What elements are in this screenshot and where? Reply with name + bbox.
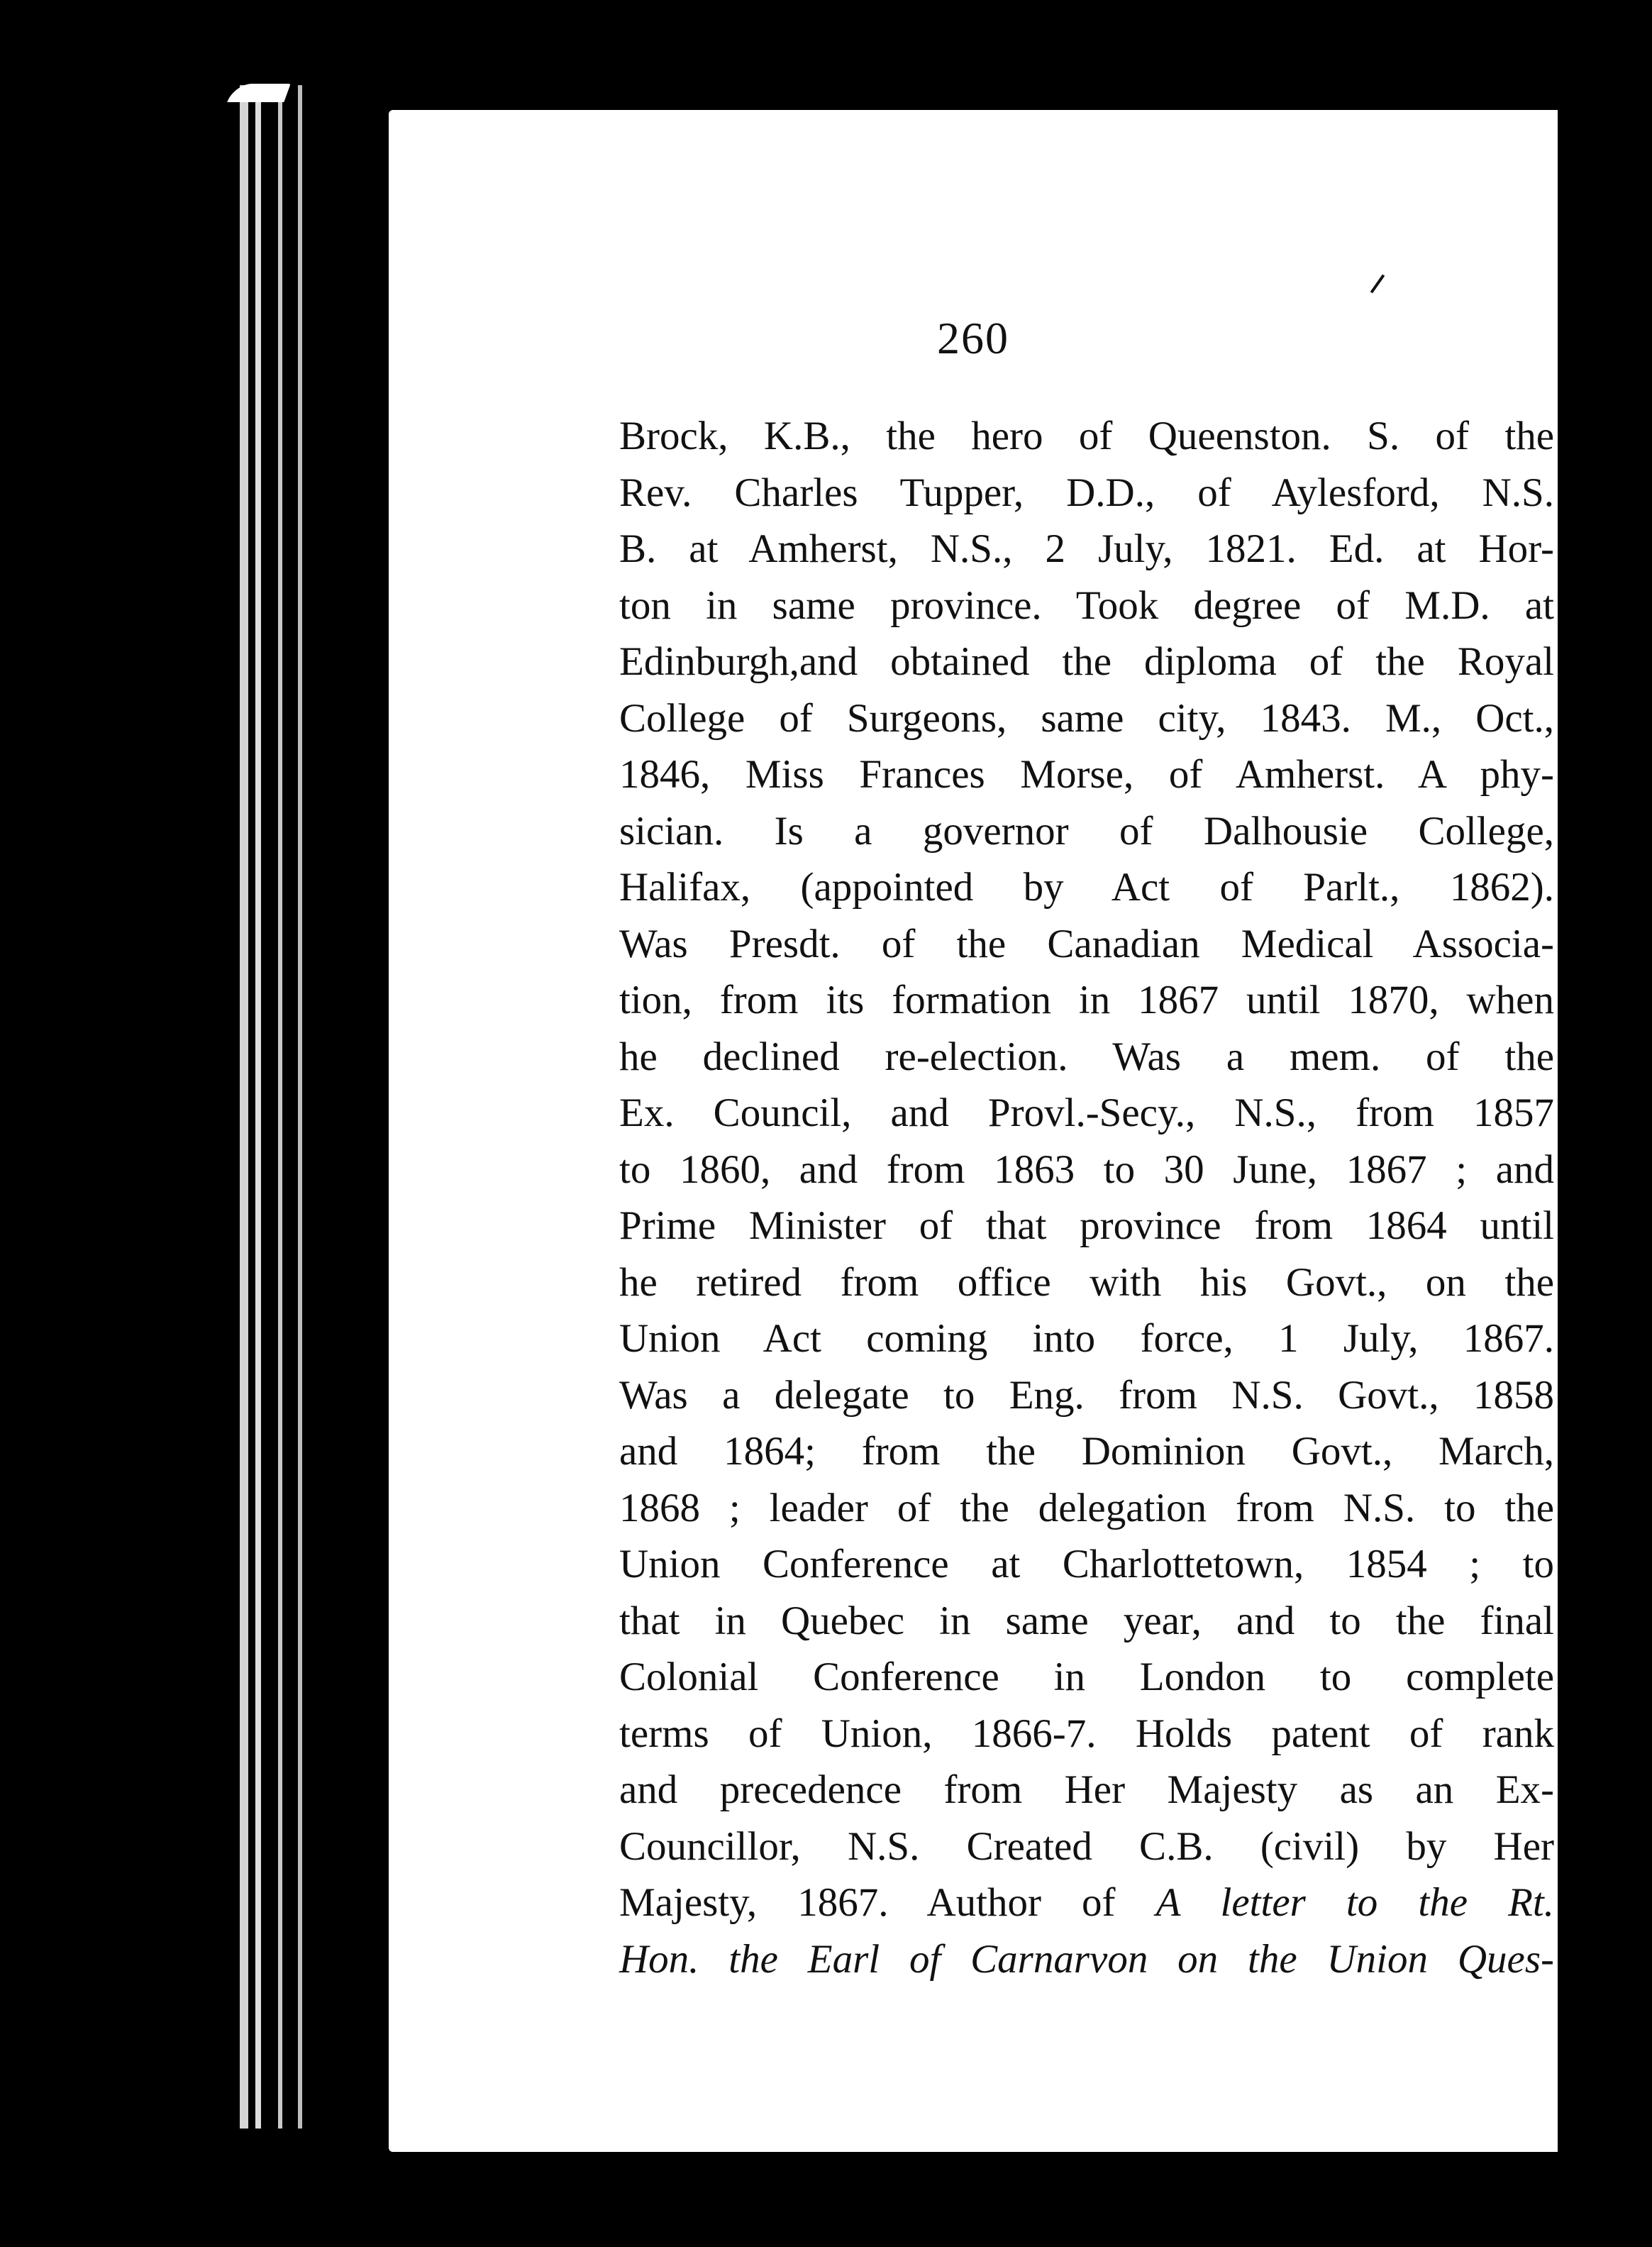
text-line-italic [619, 1931, 1554, 1988]
text-line: tion, from its formation in 1867 until 1870, when [619, 978, 1554, 1022]
text-line: 1846, Miss Frances Morse, of Amherst. A phy- [619, 752, 1554, 797]
text-segment: Majesty, 1867. Author of [619, 1880, 1116, 1925]
book-page [389, 110, 1558, 2152]
text-line: Was a delegate to Eng. from N.S. Govt., 1858 [619, 1372, 1554, 1418]
book-spine [234, 85, 312, 2129]
text-line: College of Surgeons, same city, 1843. M., Oct., [619, 695, 1554, 741]
text-line-with-italic [619, 1875, 1554, 1931]
dust-speck [403, 2083, 411, 2092]
text-line: he declined re-election. Was a mem. of the [619, 1034, 1554, 1079]
text-line: Was Presdt. of the Canadian Medical Associa- [619, 921, 1554, 966]
text-line: Brock, K.B., the hero of Queenston. S. of the [619, 414, 1554, 458]
text-line: ton in same province. Took degree of M.D. at [619, 583, 1554, 628]
text-line: that in Quebec in same year, and to the final [619, 1598, 1554, 1643]
text-line: and precedence from Her Majesty as an Ex- [619, 1767, 1554, 1812]
text-line: Prime Minister of that province from 1864 until [619, 1203, 1554, 1248]
text-line: Union Conference at Charlottetown, 1854 ; to [619, 1542, 1554, 1586]
stray-mark [1370, 275, 1385, 294]
text-line: sician. Is a governor of Dalhousie College, [619, 808, 1554, 854]
text-line: Ex. Council, and Provl.-Secy., N.S., from 1857 [619, 1091, 1554, 1135]
text-line: 1868 ; leader of the delegation from N.S. to the [619, 1485, 1554, 1530]
text-line: and 1864; from the Dominion Govt., March, [619, 1429, 1554, 1474]
text-line: terms of Union, 1866-7. Holds patent of rank [619, 1711, 1554, 1756]
text-line: Halifax, (appointed by Act of Parlt., 1862). [619, 865, 1554, 910]
page-number: 260 [937, 313, 1009, 363]
text-line: B. at Amherst, N.S., 2 July, 1821. Ed. at Hor- [619, 526, 1554, 571]
italic-title-segment: Hon. the Earl of Carnarvon on the Union Ques- [619, 1936, 1554, 1982]
page-body-text [619, 408, 1554, 1987]
text-line: Councillor, N.S. Created C.B. (civil) by Her [619, 1823, 1554, 1869]
text-line: to 1860, and from 1863 to 30 June, 1867 ; and [619, 1147, 1554, 1192]
text-line: he retired from office with his Govt., on the [619, 1259, 1554, 1305]
text-line: Colonial Conference in London to complete [619, 1655, 1554, 1699]
italic-title-segment: A letter to the Rt. [1155, 1880, 1554, 1925]
text-line: Union Act coming into force, 1 July, 1867. [619, 1316, 1554, 1361]
text-line: Edinburgh,and obtained the diploma of the Royal [619, 639, 1554, 684]
text-line: Rev. Charles Tupper, D.D., of Aylesford, N.S. [619, 470, 1554, 515]
